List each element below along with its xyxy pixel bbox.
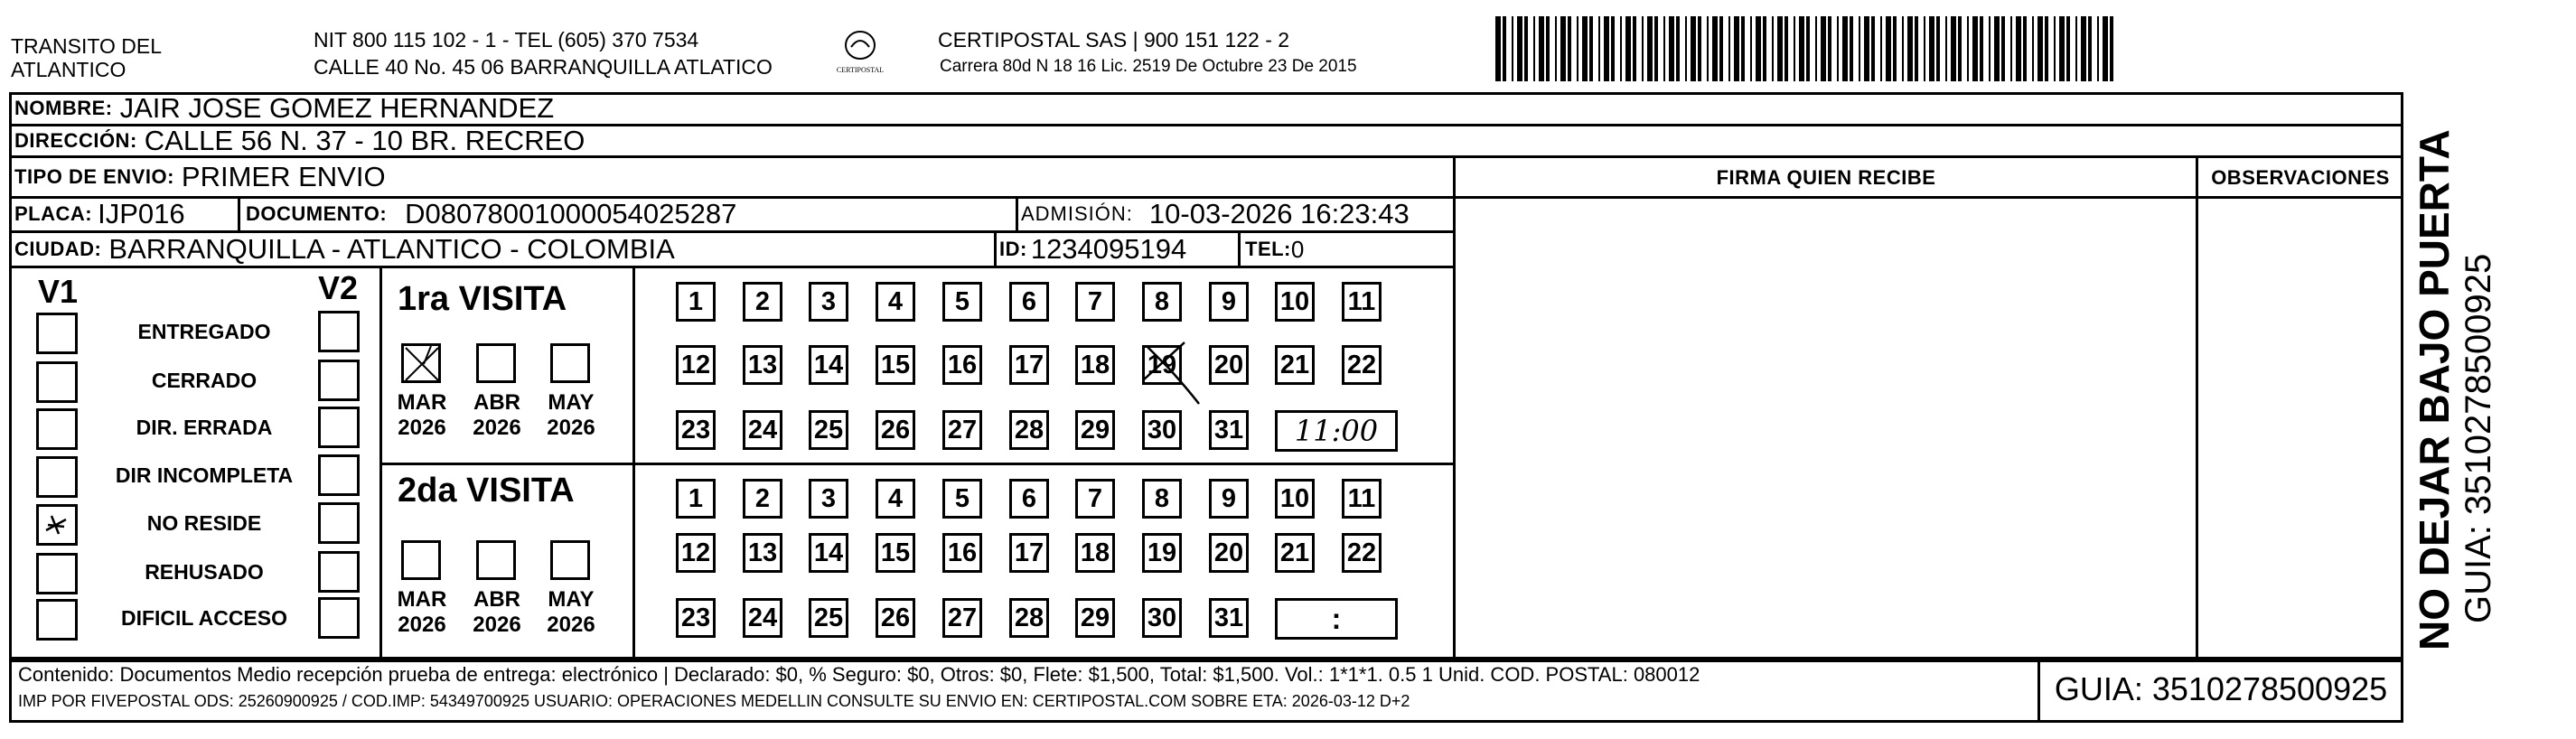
issuer-name [11,34,162,81]
month-checkbox[interactable] [550,540,590,580]
day-box[interactable] [1275,345,1315,385]
id-value: 1234095194 [1030,233,1187,265]
signature-header: FIRMA QUIEN RECIBE [1716,166,1936,189]
day-box[interactable] [809,533,848,573]
day-box[interactable] [809,598,848,638]
v1-checkbox[interactable] [36,361,78,403]
day-box[interactable] [1209,282,1249,322]
day-box[interactable] [1142,345,1182,385]
address-label: DIRECCIÓN: [14,129,137,152]
day-box[interactable] [809,345,848,385]
certipostal-logo [824,25,896,80]
day-number: 25 [813,603,844,632]
time-box[interactable] [1275,410,1398,452]
time-value: : [1331,602,1342,635]
day-number: 6 [1021,286,1037,316]
day-box[interactable] [1142,479,1182,519]
day-number: 18 [1080,350,1110,379]
day-number: 12 [680,538,711,567]
day-number: 28 [1014,415,1044,444]
v1-checkbox[interactable] [36,408,78,450]
month-name: MAY [548,390,595,415]
day-box[interactable] [1209,345,1249,385]
day-box[interactable] [676,479,716,519]
document-label: DOCUMENTO: [246,202,388,225]
day-number: 17 [1014,538,1044,567]
id-label: ID: [999,238,1027,260]
day-number: 16 [947,350,978,379]
day-number: 3 [820,483,837,513]
v1-checkbox[interactable] [36,456,78,498]
city-field [14,232,675,267]
v2-header: V2 [318,269,359,306]
day-box[interactable] [1075,410,1115,450]
v2-checkbox[interactable] [318,597,360,639]
plate-field [14,197,185,231]
day-box[interactable] [1142,410,1182,450]
footer-guia: GUIA: 3510278500925 [2054,670,2388,707]
day-number: 4 [887,286,904,316]
day-box[interactable] [809,479,848,519]
v2-checkbox[interactable] [318,502,360,544]
barcode [1495,16,2119,81]
no-under-door-warning: NO DEJAR BAJO PUERTA [2411,129,2458,650]
month-label [465,390,529,441]
tel-label: TEL: [1245,238,1291,260]
day-number: 22 [1346,538,1377,567]
day-box[interactable] [1009,598,1049,638]
day-number: 24 [747,603,778,632]
month-label [390,587,454,638]
day-number: 2 [754,286,771,316]
day-box[interactable] [1009,345,1049,385]
company-name: CERTIPOSTAL SAS | 900 151 122 - 2 [938,28,1290,51]
day-box[interactable] [1342,282,1382,322]
day-box[interactable] [676,345,716,385]
day-number: 29 [1080,415,1110,444]
day-number: 28 [1014,603,1044,632]
city-label: CIUDAD: [14,238,102,260]
day-number: 6 [1021,483,1037,513]
day-box[interactable] [942,533,982,573]
day-box[interactable] [942,479,982,519]
day-box[interactable] [1209,598,1249,638]
day-box[interactable] [1075,345,1115,385]
tel-field [1245,232,1304,267]
day-number: 30 [1147,603,1177,632]
day-number: 4 [887,483,904,513]
shipment-type-row [14,159,386,195]
day-box[interactable] [942,598,982,638]
day-number: 10 [1279,483,1310,513]
logo-text: CERTIPOSTAL [836,66,885,74]
month-name: MAR [397,587,447,612]
month-year: 2026 [473,613,521,637]
month-label [390,390,454,441]
status-label: ENTREGADO [137,320,271,343]
day-box[interactable] [1342,479,1382,519]
day-number: 7 [1087,483,1103,513]
admission-field [1021,197,1410,231]
day-box[interactable] [743,282,782,322]
recipient-name-row [14,92,554,125]
day-box[interactable] [676,533,716,573]
day-box[interactable] [1009,410,1049,450]
day-box[interactable] [743,598,782,638]
tel-value: 0 [1290,235,1305,263]
day-box[interactable] [1142,282,1182,322]
month-checkbox[interactable] [550,343,590,383]
day-box[interactable] [1209,479,1249,519]
document-field [246,197,736,231]
side-guia: GUIA: 3510278500925 [2459,253,2498,623]
issuer-nit: NIT 800 115 102 - 1 - TEL (605) 370 7534 [314,28,699,51]
id-field [999,232,1186,267]
day-box[interactable] [876,533,915,573]
day-number: 27 [947,415,978,444]
day-number: 12 [680,350,711,379]
day-number: 7 [1087,286,1103,316]
month-name: ABR [473,390,520,415]
status-label: DIR. ERRADA [136,416,273,439]
company-license: Carrera 80d N 18 16 Lic. 2519 De Octubre 23 De 2015 [940,57,1357,76]
day-box[interactable] [676,282,716,322]
address-value: CALLE 56 N. 37 - 10 BR. RECREO [144,125,585,156]
month-year: 2026 [547,416,595,440]
admission-label: ADMISIÓN: [1021,202,1133,225]
shipment-type: PRIMER ENVIO [181,161,386,192]
day-box[interactable] [942,282,982,322]
footer-print-info: IMP POR FIVEPOSTAL ODS: 25260900925 / COD.IMP: 54349700925 USUARIO: OPERACIONES MEDELLIN CONSULTE SU ENVIO EN: CERTIPOSTAL.COM SOBRE ETA: 2026-03-12 D+2 [18,692,1410,710]
month-year: 2026 [398,613,446,637]
day-box[interactable] [743,479,782,519]
time-value: 11:00 [1294,414,1379,448]
day-number: 24 [747,415,778,444]
day-number: 17 [1014,350,1044,379]
day-box[interactable] [1275,479,1315,519]
day-number: 19 [1147,350,1177,379]
day-box[interactable] [942,410,982,450]
status-label: DIFICIL ACCESO [120,606,287,630]
status-label: REHUSADO [145,560,264,584]
v2-checkbox[interactable] [318,311,360,352]
v2-checkbox[interactable] [318,407,360,448]
day-number: 11 [1347,483,1376,513]
month-checkbox[interactable] [401,540,441,580]
day-box[interactable] [1142,598,1182,638]
status-label: CERRADO [151,369,258,392]
shipment-type-label: TIPO DE ENVIO: [14,165,174,188]
month-year: 2026 [398,416,446,440]
day-box[interactable] [743,410,782,450]
month-label [539,390,603,441]
footer-content: Contenido: Documentos Medio recepción prueba de entrega: electrónico | Declarado: $0, % Seguro: $0, Otros: $0, Flete: $1,500, Total: $1,500. Vol.: 1*1*1. 0.5 1 Unid. COD. POSTAL: 080012 [18,663,1700,686]
day-number: 1 [688,483,704,513]
day-number: 5 [954,286,970,316]
day-number: 22 [1346,350,1377,379]
day-box[interactable] [1342,533,1382,573]
handwritten-mark-icon [39,507,75,543]
issuer-line1: TRANSITO DEL [11,34,162,58]
day-number: 31 [1213,603,1244,632]
day-number: 9 [1221,483,1237,513]
day-box[interactable] [1075,282,1115,322]
day-number: 20 [1213,538,1244,567]
month-checkbox[interactable] [401,343,441,383]
day-box[interactable] [676,598,716,638]
day-number: 18 [1080,538,1110,567]
day-number: 16 [947,538,978,567]
day-box[interactable] [1009,533,1049,573]
month-label [465,587,529,638]
v2-checkbox[interactable] [318,360,360,401]
day-box[interactable] [1009,479,1049,519]
day-box[interactable] [809,410,848,450]
day-number: 27 [947,603,978,632]
day-number: 9 [1221,286,1237,316]
cross-mark-icon [404,346,440,382]
v2-checkbox[interactable] [318,551,360,593]
day-box[interactable] [1275,282,1315,322]
day-number: 5 [954,483,970,513]
day-number: 13 [747,538,778,567]
day-number: 20 [1213,350,1244,379]
day-box[interactable] [676,410,716,450]
day-box[interactable] [876,345,915,385]
day-number: 21 [1279,350,1310,379]
day-box[interactable] [1342,345,1382,385]
day-box[interactable] [743,533,782,573]
day-box[interactable] [1209,410,1249,450]
day-box[interactable] [743,345,782,385]
day-box[interactable] [1275,533,1315,573]
day-number: 11 [1347,286,1376,316]
day-box[interactable] [1075,479,1115,519]
second-visit-title: 2da VISITA [398,472,575,510]
month-year: 2026 [473,416,521,440]
day-number: 15 [880,538,911,567]
recipient-name: JAIR JOSE GOMEZ HERNANDEZ [119,92,555,124]
v2-checkbox[interactable] [318,454,360,496]
day-number: 23 [680,603,711,632]
day-number: 2 [754,483,771,513]
status-label: DIR INCOMPLETA [115,463,294,487]
day-box[interactable] [1209,533,1249,573]
day-box[interactable] [942,345,982,385]
observations-header: OBSERVACIONES [2211,166,2390,189]
day-box[interactable] [1075,598,1115,638]
month-name: ABR [473,587,520,612]
day-box[interactable] [876,410,915,450]
day-number: 26 [880,415,911,444]
issuer-line2: ATLANTICO [11,58,126,81]
day-number: 8 [1154,286,1170,316]
document-value: D08078001000054025287 [405,198,737,229]
day-number: 13 [747,350,778,379]
v1-checkbox[interactable] [36,313,78,354]
day-box[interactable] [809,282,848,322]
day-box[interactable] [1075,533,1115,573]
day-number: 14 [813,350,844,379]
side-text [2411,108,2510,650]
day-number: 25 [813,415,844,444]
v1-checkbox[interactable] [36,553,78,594]
plate-label: PLACA: [14,202,93,225]
day-number: 30 [1147,415,1177,444]
day-number: 26 [880,603,911,632]
v1-header: V1 [38,273,79,310]
day-number: 3 [820,286,837,316]
day-number: 15 [880,350,911,379]
plate-value: IJP016 [98,198,185,229]
day-box[interactable] [876,282,915,322]
status-label: NO RESIDE [146,511,262,535]
day-number: 1 [688,286,704,316]
first-visit-title: 1ra VISITA [398,280,567,318]
month-year: 2026 [547,613,595,637]
admission-value: 10-03-2026 16:23:43 [1148,198,1410,229]
month-name: MAR [397,390,447,415]
day-number: 8 [1154,483,1170,513]
recipient-name-label: NOMBRE: [14,97,113,119]
v1-checkbox[interactable] [36,599,78,641]
time-box[interactable] [1275,598,1398,640]
day-box[interactable] [876,598,915,638]
v1-checkbox[interactable] [36,504,78,546]
day-number: 14 [813,538,844,567]
day-number: 19 [1147,538,1177,567]
day-number: 29 [1080,603,1110,632]
address-row [14,125,585,157]
issuer-address: CALLE 40 No. 45 06 BARRANQUILLA ATLATICO [314,55,773,79]
day-number: 23 [680,415,711,444]
month-checkbox[interactable] [476,343,516,383]
city-value: BARRANQUILLA - ATLANTICO - COLOMBIA [108,233,675,265]
month-name: MAY [548,587,595,612]
day-number: 10 [1279,286,1310,316]
day-number: 31 [1213,415,1244,444]
day-number: 21 [1279,538,1310,567]
month-label [539,587,603,638]
day-box[interactable] [1142,533,1182,573]
day-box[interactable] [1009,282,1049,322]
day-box[interactable] [876,479,915,519]
month-checkbox[interactable] [476,540,516,580]
